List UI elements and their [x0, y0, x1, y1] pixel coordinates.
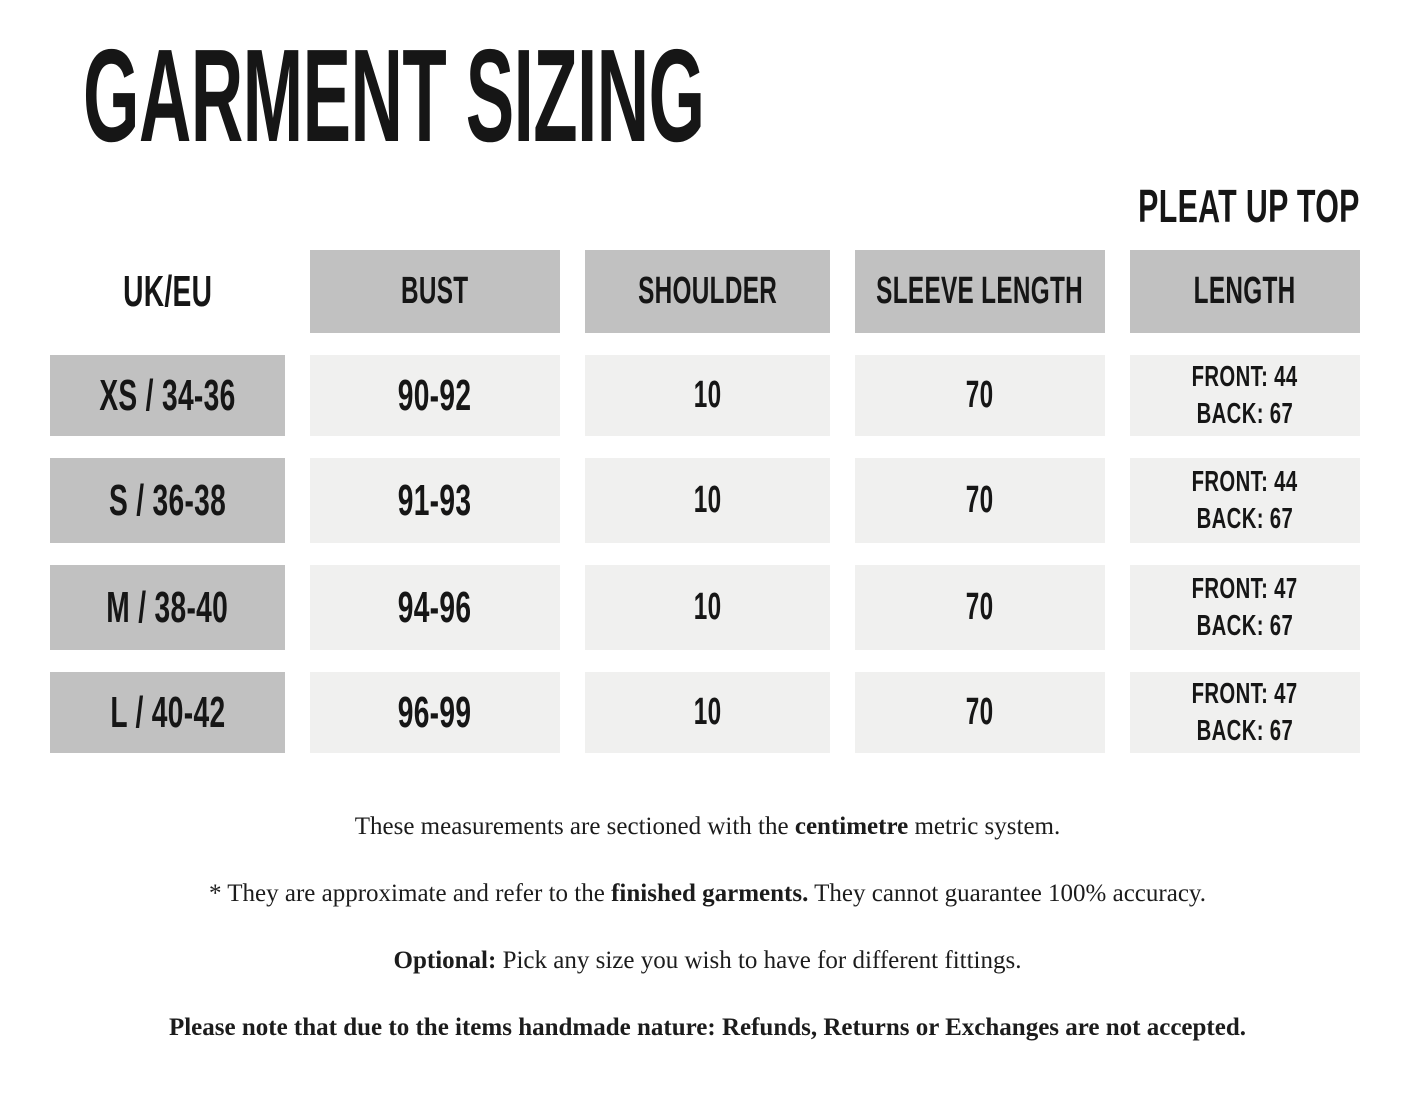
size-cell-m-label: M / 38-40: [106, 582, 229, 632]
column-header-size: [50, 250, 285, 333]
length-cell-m-front: FRONT: 47: [1192, 572, 1298, 605]
bust-cell-l-value: 96-99: [398, 687, 472, 737]
length-cell-s-back: BACK: 67: [1196, 502, 1294, 535]
sleeve-length-cell-s: [855, 458, 1105, 543]
column-header-sleeve-length: [855, 250, 1105, 333]
column-header-length-label: LENGTH: [1194, 270, 1296, 312]
bust-cell-m: [310, 565, 560, 650]
note-optional-bold: Optional:: [393, 947, 497, 974]
size-cell-l-label: L / 40-42: [109, 687, 226, 737]
bust-cell-xs: [310, 355, 560, 436]
note-optional: [0, 944, 1415, 978]
length-cell-xs-back: BACK: 67: [1196, 397, 1294, 430]
sleeve-length-cell-s-value: 70: [966, 479, 994, 521]
size-cell-s-label: S / 36-38: [108, 475, 227, 525]
length-cell-l: [1130, 672, 1360, 753]
size-cell-xs-label: XS / 34-36: [99, 370, 236, 420]
column-header-sleeve-length-label: SLEEVE LENGTH: [876, 270, 1084, 312]
size-table: [50, 250, 1360, 753]
note-approximate-post: They cannot guarantee 100% accuracy.: [808, 880, 1207, 907]
length-cell-m-back: BACK: 67: [1196, 609, 1294, 642]
size-cell-m: [50, 565, 285, 650]
note-metric-post: metric system.: [908, 813, 1061, 840]
length-cell-xs: [1130, 355, 1360, 436]
column-header-size-label: UK/EU: [122, 266, 213, 316]
page-title: [83, 22, 1213, 169]
length-cell-s-front: FRONT: 44: [1192, 465, 1298, 498]
shoulder-cell-xs: [585, 355, 830, 436]
column-header-shoulder-label: SHOULDER: [637, 270, 778, 312]
notes-section: [0, 810, 1415, 1078]
note-refund-policy: [0, 1011, 1415, 1045]
shoulder-cell-m-value: 10: [693, 586, 722, 628]
sleeve-length-cell-l: [855, 672, 1105, 753]
sleeve-length-cell-l-value: 70: [966, 691, 994, 733]
product-name: [1024, 180, 1360, 232]
note-metric-bold: centimetre: [794, 813, 909, 840]
shoulder-cell-s-value: 10: [693, 479, 722, 521]
note-optional-post: Pick any size you wish to have for different fittings.: [496, 947, 1022, 974]
note-metric-system: [0, 810, 1415, 844]
page-title-text: GARMENT SIZING: [83, 22, 705, 169]
size-cell-l: [50, 672, 285, 753]
sleeve-length-cell-xs-value: 70: [966, 374, 994, 416]
sleeve-length-cell-m-value: 70: [966, 586, 994, 628]
shoulder-cell-m: [585, 565, 830, 650]
length-cell-l-back: BACK: 67: [1196, 714, 1294, 747]
shoulder-cell-l-value: 10: [693, 691, 722, 733]
bust-cell-l: [310, 672, 560, 753]
bust-cell-s: [310, 458, 560, 543]
length-cell-s: [1130, 458, 1360, 543]
sleeve-length-cell-m: [855, 565, 1105, 650]
note-approximate-pre: * They are approximate and refer to the: [208, 880, 612, 907]
shoulder-cell-s: [585, 458, 830, 543]
column-header-bust: [310, 250, 560, 333]
column-header-shoulder: [585, 250, 830, 333]
size-cell-xs: [50, 355, 285, 436]
size-cell-s: [50, 458, 285, 543]
note-refund-policy-text: Please note that due to the items handmade nature: Refunds, Returns or Exchanges are not accepted.: [168, 1014, 1247, 1041]
column-header-bust-label: BUST: [401, 270, 469, 312]
note-approximate-bold: finished garments.: [611, 880, 809, 907]
shoulder-cell-l: [585, 672, 830, 753]
bust-cell-s-value: 91-93: [398, 475, 472, 525]
bust-cell-m-value: 94-96: [398, 582, 472, 632]
note-metric-pre: These measurements are sectioned with the: [354, 813, 795, 840]
product-name-text: PLEAT UP TOP: [1138, 180, 1360, 232]
column-header-length: [1130, 250, 1360, 333]
shoulder-cell-xs-value: 10: [693, 374, 722, 416]
length-cell-l-front: FRONT: 47: [1192, 677, 1298, 710]
length-cell-m: [1130, 565, 1360, 650]
note-approximate: [0, 877, 1415, 911]
bust-cell-xs-value: 90-92: [398, 370, 472, 420]
length-cell-xs-front: FRONT: 44: [1192, 360, 1298, 393]
sleeve-length-cell-xs: [855, 355, 1105, 436]
